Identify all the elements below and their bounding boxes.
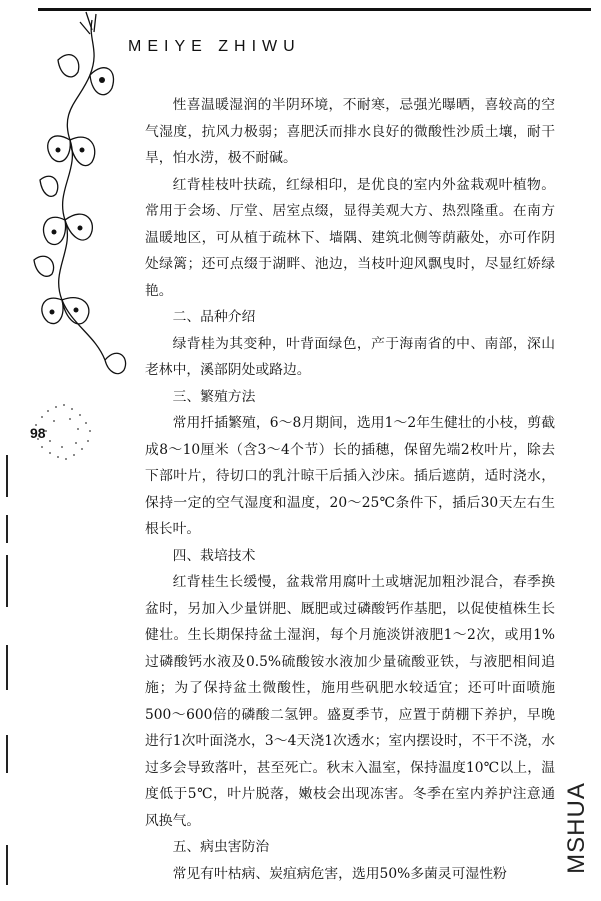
body-text — [145, 92, 555, 887]
running-header: MEIYE ZHIWU — [128, 38, 301, 55]
paragraph-cultivation: 红背桂生长缓慢，盆栽常用腐叶土或塘泥加粗沙混合，春季换盆时，另加入少量饼肥、厩肥或过磷酸钙作基肥，以促使植株生长健壮。生长期保持盆土湿润，每个月施淡饼液肥1～2次，或用1%过磷酸钙水液及0.5%硫酸铵水液加少量硫酸亚铁，与液肥相间追施；为了保持盆土微酸性，施用些矾肥水较适宜；还可叶面喷施500～600倍的磷酸二氢钾。盛夏季节，应置于荫棚下养护，早晚进行1次叶面浇水，3～4天浇1次透水；室内摆设时，不干不浇，水过多会导致落叶，甚至死亡。秋末入温室，保持温度10℃以上，温度低于5℃，叶片脱落，嫩枝会出现冻害。冬季在室内养护注意通风换气。 — [145, 574, 555, 829]
decorative-vine-illustration — [0, 0, 140, 380]
paragraph-varieties: 绿背桂为其变种，叶背面绿色，产于海南省的中、南部，深山老林中，溪部阴处或路边。 — [145, 335, 555, 378]
heading-pest-control: 五、病虫害防治 — [172, 839, 270, 855]
paragraph-habit: 性喜温暖湿润的半阴环境，不耐寒，忌强光曝晒，喜较高的空气湿度，抗风力极弱；喜肥沃而排水良好的微酸性沙质土壤，耐干旱，怕水涝，极不耐碱。 — [145, 97, 555, 166]
watermark — [562, 770, 592, 885]
paragraph-propagation: 常用扦插繁殖，6～8月期间，选用1～2年生健壮的小枝，剪截成8～10厘米（含3～4个节）长的插穗，保留先端2枚叶片，除去下部叶片，待切口的乳汁晾干后插入沙床。插后遮荫，适时浇水，保持一定的空气湿度和温度，20～25℃条件下，插后30天左右生根长叶。 — [145, 415, 555, 537]
heading-propagation: 三、繁殖方法 — [172, 388, 256, 405]
watermark-text: MSHUA — [563, 781, 591, 874]
paragraph-uses: 红背桂枝叶扶疏，红绿相印，是优良的室内外盆栽观叶植物。常用于会场、厅堂、居室点缀，显得美观大方、热烈隆重。在南方温暖地区，可从植于疏林下、墙隅、建筑北侧等荫蔽处，亦可作阴处绿篱；还可点缀于湖畔、池边，当枝叶迎风飘曳时，尽显红娇绿艳。 — [145, 176, 555, 299]
heading-cultivation: 四、栽培技术 — [172, 547, 256, 564]
heading-varieties: 二、品种介绍 — [172, 309, 256, 325]
page-number: 98 — [30, 425, 46, 441]
paragraph-pest-control: 常见有叶枯病、炭疽病危害，选用50%多菌灵可湿性粉 — [172, 865, 507, 882]
